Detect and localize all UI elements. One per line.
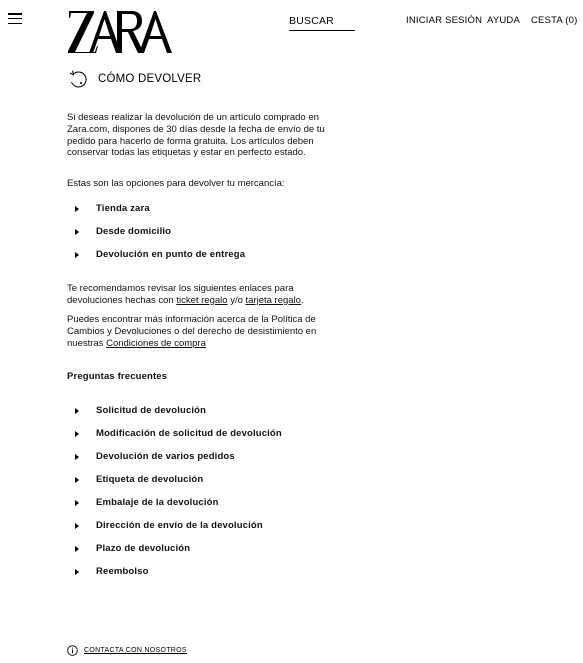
faq-item-label: Modificación de solicitud de devolución [96, 428, 282, 440]
site-header [0, 0, 583, 62]
faq-item-label: Reembolso [96, 566, 149, 578]
faq-item[interactable] [67, 565, 347, 579]
cart-link[interactable]: CESTA (0) [531, 15, 578, 26]
return-option-label: Tienda zara [96, 203, 150, 215]
policy-paragraph [67, 314, 342, 349]
triangle-right-icon [75, 408, 79, 414]
hamburger-menu-icon[interactable] [8, 13, 22, 24]
gift-text: . [300, 294, 304, 306]
triangle-right-icon [75, 206, 79, 212]
triangle-right-icon [75, 229, 79, 235]
return-option-home[interactable] [67, 225, 347, 239]
page-title-row [67, 68, 201, 90]
return-arrow-icon [67, 68, 89, 90]
faq-item[interactable] [67, 404, 347, 418]
triangle-right-icon [75, 252, 79, 258]
gift-paragraph [67, 283, 342, 307]
faq-item-label: Solicitud de devolución [96, 405, 207, 417]
triangle-right-icon [75, 431, 79, 437]
return-option-store[interactable] [67, 202, 347, 216]
info-circle-icon [67, 645, 78, 656]
help-link[interactable]: AYUDA [487, 15, 521, 26]
gift-text: Te recomendamos revisar los siguientes enlaces para devoluciones hechas con [67, 283, 294, 306]
gift-text: y/o [227, 294, 246, 306]
faq-item[interactable] [67, 450, 347, 464]
return-option-pickup-point[interactable] [67, 248, 347, 262]
options-lead-text: Estas son las opciones para devolver tu mercancía: [67, 178, 285, 189]
gift-card-link[interactable]: tarjeta regalo [245, 294, 301, 306]
faq-title: Preguntas frecuentes [67, 371, 168, 382]
contact-us-link[interactable] [67, 645, 187, 656]
zara-logo[interactable] [67, 9, 175, 55]
triangle-right-icon [75, 454, 79, 460]
triangle-right-icon [75, 523, 79, 529]
triangle-right-icon [75, 500, 79, 506]
faq-item[interactable] [67, 519, 347, 533]
faq-item-label: Embalaje de la devolución [96, 497, 219, 509]
faq-item[interactable] [67, 496, 347, 510]
policy-text: Puedes encontrar más información acerca de la Política de Cambios y Devoluciones o del derecho de desistimiento en nuestras [67, 314, 317, 349]
faq-item-label: Dirección de envío de la devolución [96, 520, 263, 532]
gift-ticket-link[interactable]: ticket regalo [176, 294, 228, 306]
return-option-label: Desde domicilio [96, 226, 172, 238]
return-option-label: Devolución en punto de entrega [96, 249, 246, 261]
faq-item-label: Plazo de devolución [96, 543, 191, 555]
faq-item-label: Devolución de varios pedidos [96, 451, 235, 463]
intro-paragraph: Si deseas realizar la devolución de un artículo comprado en Zara.com, dispones de 30 días desde la fecha de envío de tu pedido para hacerlo de forma gratuita. Los artículos deben conservar todas las etiquetas y estar en perfecto estado. [67, 112, 325, 159]
contact-us-label: CONTACTA CON NOSOTROS [84, 647, 187, 654]
triangle-right-icon [75, 569, 79, 575]
triangle-right-icon [75, 546, 79, 552]
page-title: CÓMO DEVOLVER [98, 73, 202, 85]
faq-item-label: Etiqueta de devolución [96, 474, 204, 486]
triangle-right-icon [75, 477, 79, 483]
search-input[interactable]: BUSCAR [289, 15, 355, 31]
faq-item[interactable] [67, 473, 347, 487]
purchase-conditions-link[interactable]: Condiciones de compra [106, 337, 206, 349]
login-link[interactable]: INICIAR SESIÓN [406, 15, 483, 26]
faq-item[interactable] [67, 427, 347, 441]
faq-item[interactable] [67, 542, 347, 556]
